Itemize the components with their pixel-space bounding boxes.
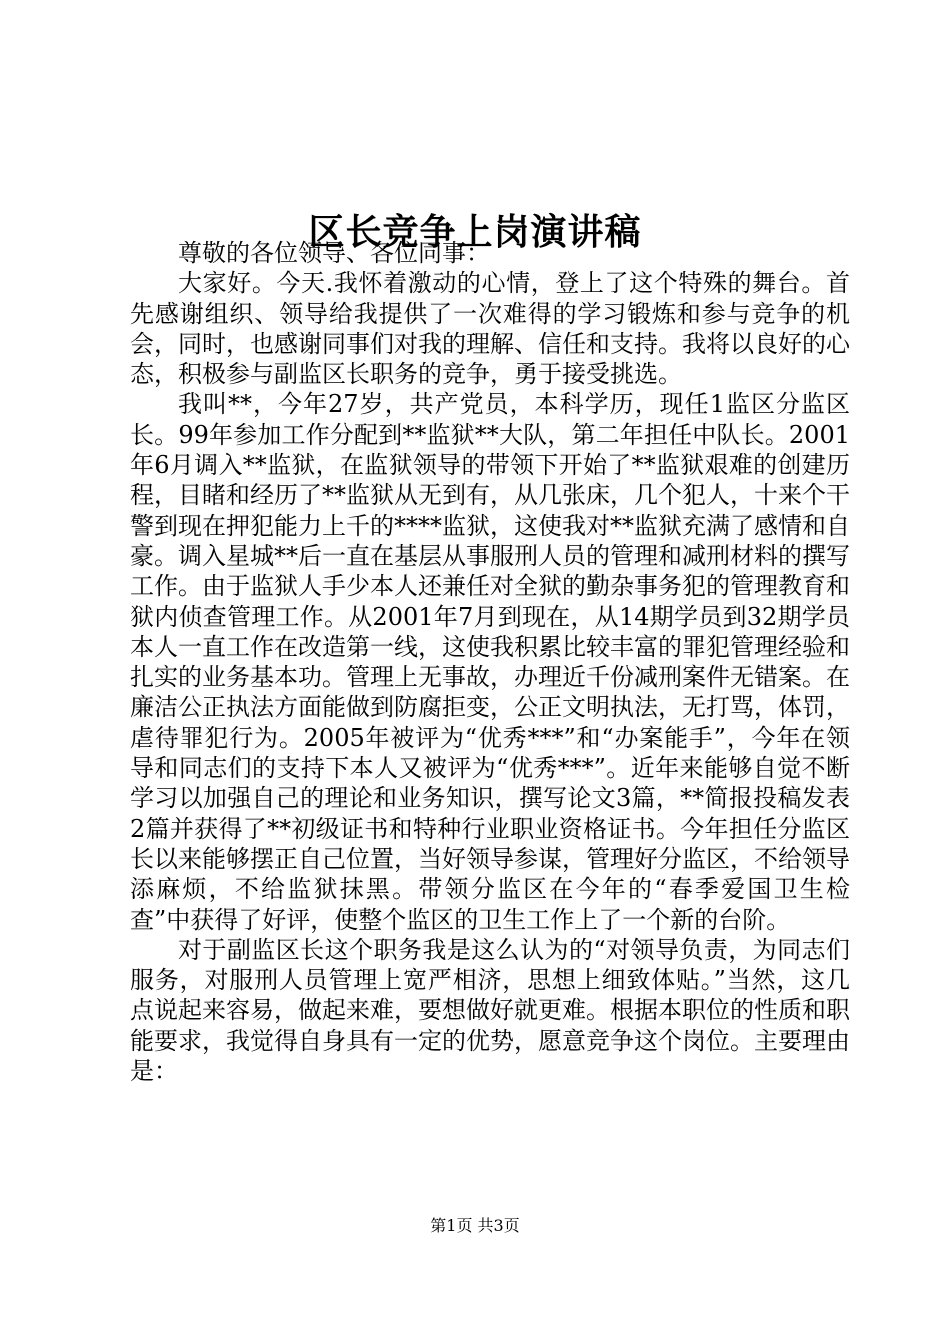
paragraph-self-introduction: 我叫**，今年27岁，共产党员，本科学历，现任1监区分监区长。99年参加工作分配到**监狱**大队，第二年担任中队长。2001年6月调入**监狱，在监狱领导的带领下开始了**监狱艰难的创建历程，目睹和经历了**监狱从无到有，从几张床，几个犯人，十来个干警到现在押犯能力上千的****监狱，这使我对**监狱充满了感情和自豪。调入星城**后一直在基层从事服刑人员的管理和减刑材料的撰写工作。由于监狱人手少本人还兼任对全狱的勤杂事务犯的管理教育和狱内侦查管理工作。从2001年7月到现在，从14期学员到32期学员本人一直工作在改造第一线，这使我积累比较丰富的罪犯管理经验和扎实的业务基本功。管理上无事故，办理近千份减刑案件无错案。在廉洁公正执法方面能做到防腐拒变，公正文明执法，无打骂，体罚，虐待罪犯行为。2005年被评为“优秀***”和“办案能手”，今年在领导和同志们的支持下本人又被评为“优秀***”。近年来能够自觉不断学习以加强自己的理论和业务知识，撰写论文3篇，**简报投稿发表2篇并获得了**初级证书和特种行业职业资格证书。今年担任分监区长以来能够摆正自己位置，当好领导参谋，管理好分监区，不给领导添麻烦，不给监狱抹黑。带领分监区在今年的“春季爱国卫生检查”中获得了好评，使整个监区的卫生工作上了一个新的台阶。 — [130, 390, 850, 934]
document-title: 区长竞争上岗演讲稿 — [308, 211, 642, 254]
document-body — [130, 238, 850, 1086]
page-number-footer: 第1页 共3页 — [430, 1216, 520, 1235]
paragraph-opening: 大家好。今天.我怀着激动的心情，登上了这个特殊的舞台。首先感谢组织、领导给我提供了一次难得的学习锻炼和参与竞争的机会，同时，也感谢同事们对我的理解、信任和支持。我将以良好的心态，积极参与副监区长职务的竞争，勇于接受挑选。 — [130, 269, 850, 389]
paragraph-salutation: 尊敬的各位领导、各位同事： — [178, 239, 490, 267]
paragraph-position-view: 对于副监区长这个职务我是这么认为的“对领导负责，为同志们服务，对服刑人员管理上宽严相济，思想上细致体贴。”当然，这几点说起来容易，做起来难，要想做好就更难。根据本职位的性质和职能要求，我觉得自身具有一定的优势，愿意竞争这个岗位。主要理由是： — [130, 935, 850, 1086]
